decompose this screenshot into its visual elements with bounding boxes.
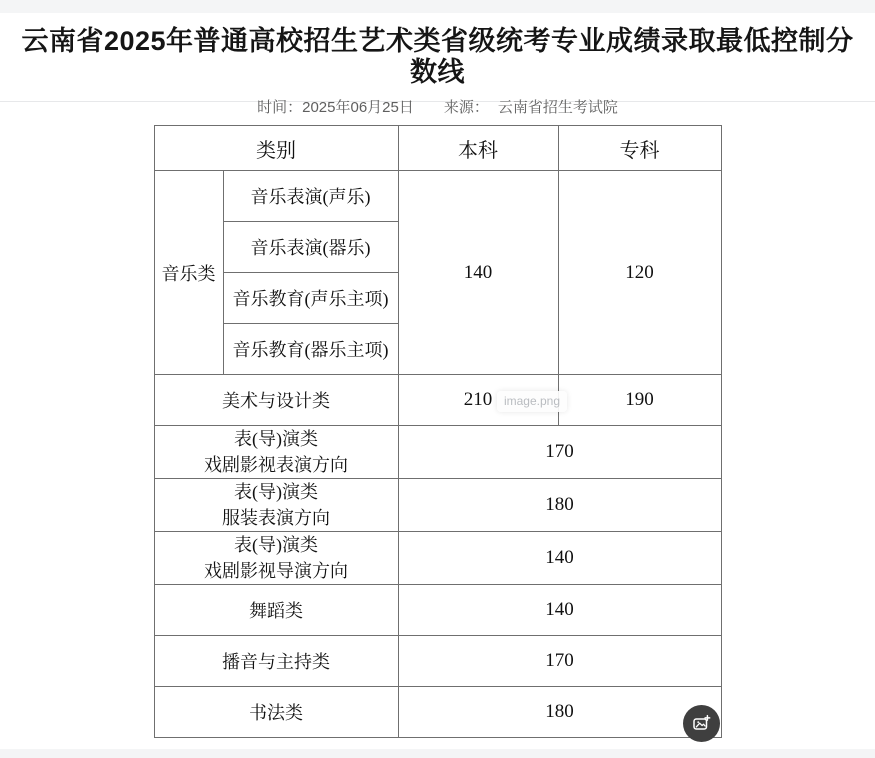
music-subcategory-3: 音乐教育(声乐主项)	[223, 273, 398, 324]
article-title: 云南省2025年普通高校招生艺术类省级统考专业成绩录取最低控制分数线	[21, 26, 854, 87]
dance-score: 140	[398, 585, 721, 636]
add-image-icon	[692, 714, 711, 733]
header-junior-college: 专科	[558, 126, 721, 171]
article-header	[0, 13, 875, 116]
score-table	[154, 125, 722, 738]
broadcasting-category-cell: 播音与主持类	[154, 636, 398, 687]
performance-drama-acting-cell	[154, 426, 398, 479]
meta-time-label: 时间：	[257, 99, 303, 116]
art-design-undergraduate-score: 210	[398, 375, 558, 426]
table-row-performance-3	[154, 532, 721, 585]
meta-source-value: 云南省招生考试院	[497, 99, 618, 116]
table-header-row	[154, 126, 721, 171]
performance-label-line2: 服装表演方向	[222, 508, 330, 528]
table-row-art-design	[154, 375, 721, 426]
dance-category-cell: 舞蹈类	[154, 585, 398, 636]
performance-label-line1: 表(导)演类	[234, 535, 318, 555]
page-bottom-strip	[0, 749, 875, 758]
music-subcategory-2: 音乐表演(器乐)	[223, 222, 398, 273]
performance-fashion-score: 180	[398, 479, 721, 532]
table-row-calligraphy	[154, 687, 721, 738]
performance-drama-acting-score: 170	[398, 426, 721, 479]
music-undergraduate-score: 140	[398, 171, 558, 375]
calligraphy-category-cell: 书法类	[154, 687, 398, 738]
table-row-dance	[154, 585, 721, 636]
performance-label-line1: 表(导)演类	[234, 482, 318, 502]
music-subcategory-1: 音乐表演(声乐)	[223, 171, 398, 222]
image-preview-button[interactable]	[683, 705, 720, 742]
table-row-music-1	[154, 171, 721, 222]
art-design-category-cell: 美术与设计类	[154, 375, 398, 426]
meta-source-label: 来源：	[443, 99, 489, 116]
table-row-broadcasting	[154, 636, 721, 687]
performance-label-line2: 戏剧影视导演方向	[204, 561, 348, 581]
page-top-strip	[0, 0, 875, 13]
performance-fashion-cell	[154, 479, 398, 532]
art-design-junior-college-score: 190	[558, 375, 721, 426]
meta-time-value: 2025年06月25日	[302, 99, 414, 116]
table-row-performance-2	[154, 479, 721, 532]
music-subcategory-4: 音乐教育(器乐主项)	[223, 324, 398, 375]
header-category: 类别	[154, 126, 398, 171]
performance-directing-cell	[154, 532, 398, 585]
article-body	[0, 103, 875, 738]
calligraphy-score: 180	[398, 687, 721, 738]
performance-directing-score: 140	[398, 532, 721, 585]
music-category-cell: 音乐类	[154, 171, 223, 375]
broadcasting-score: 170	[398, 636, 721, 687]
header-undergraduate: 本科	[398, 126, 558, 171]
performance-label-line1: 表(导)演类	[234, 429, 318, 449]
performance-label-line2: 戏剧影视表演方向	[204, 455, 348, 475]
image-filename-tooltip: image.png	[497, 391, 567, 412]
table-row-performance-1	[154, 426, 721, 479]
music-junior-college-score: 120	[558, 171, 721, 375]
